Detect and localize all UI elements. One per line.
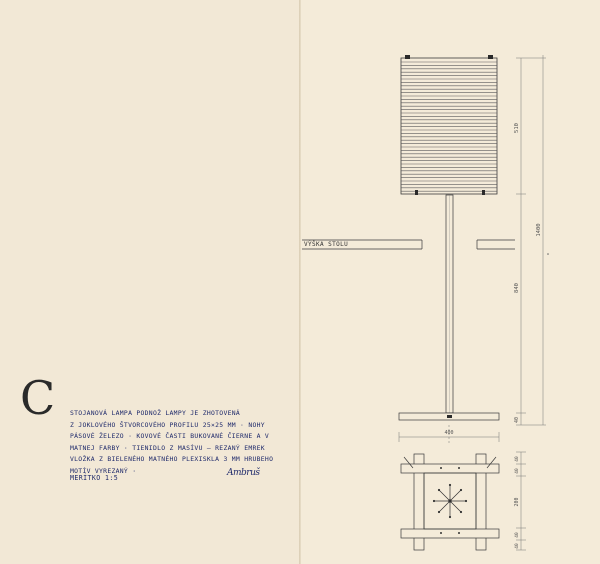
- description-line: PÁSOVÉ ŽELEZO · KOVOVÉ ČASTI BUKOVANÉ ČIERNE A V: [70, 432, 270, 441]
- lamp-stand: [399, 195, 499, 420]
- description-line: VLOŽKA Z BIELENÉHO MATNÉHO PLEXISKLA 3 MM HRUBEHO: [70, 455, 274, 464]
- table-height-line: [302, 240, 515, 249]
- description-line: MATNEJ FARBY · TIENIDLO Z MASÍVU – REZANÝ EMREK: [70, 443, 265, 452]
- description-line: Z JOKLOVÉHO ŠTVORCOVÉHO PROFILU 25×25 MM · NOHY: [70, 420, 265, 429]
- description-line: STOJANOVÁ LAMPA PODNOŽ LAMPY JE ZHOTOVENÁ: [70, 409, 241, 417]
- dim-stand-height: 840: [514, 283, 520, 293]
- dim-plan-middle: 200: [514, 497, 520, 507]
- lamp-shade: [401, 55, 497, 195]
- dim-plan-bottom-b: 40: [515, 543, 520, 549]
- dim-total-height: 1400: [536, 223, 542, 237]
- description-line: MOTÍV VYREZANÝ ·: [70, 466, 137, 475]
- dim-base-offset: 40: [514, 416, 520, 424]
- scale-note: MERÍTKO 1:5: [70, 474, 119, 482]
- chapter-initial: C: [20, 371, 56, 425]
- table-height-label: VÝŠKA STOLU: [304, 241, 349, 248]
- dim-plan-top-b: 40: [515, 468, 520, 474]
- dim-base-width: 400: [444, 430, 454, 436]
- dim-plan-top-a: 40: [515, 456, 520, 462]
- lamp-plan-view: [401, 454, 499, 550]
- dim-plan-bottom-a: 40: [515, 532, 520, 538]
- dim-shade-height: 510: [514, 123, 520, 133]
- signature: Ambruš: [227, 468, 260, 478]
